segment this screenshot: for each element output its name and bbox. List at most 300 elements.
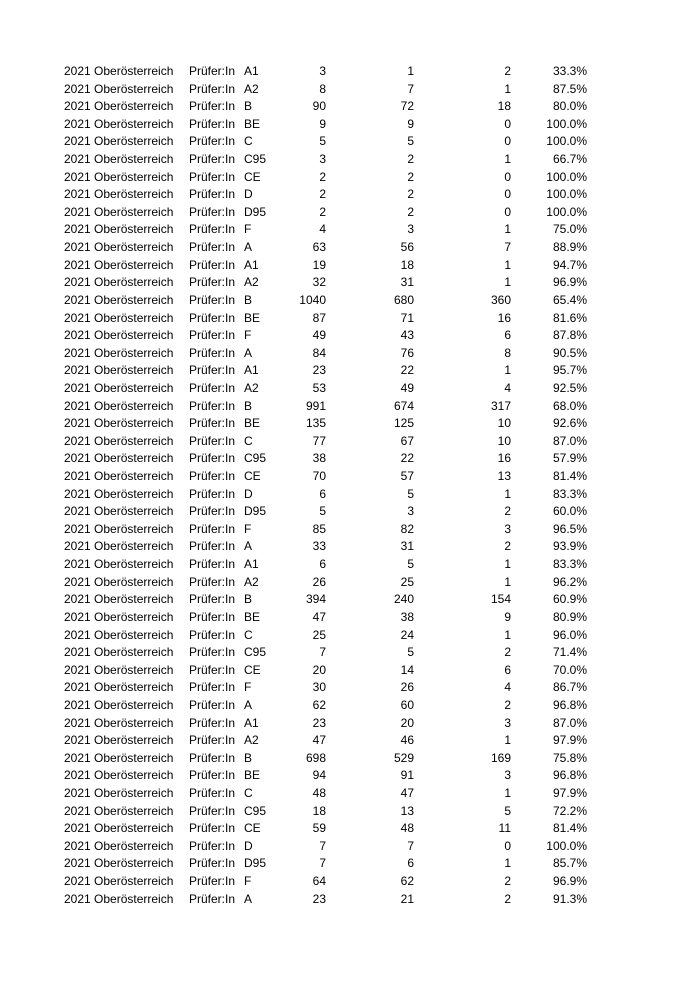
cell-passed-count: 20 — [400, 715, 414, 730]
cell-pass-rate: 96.2% — [552, 574, 587, 589]
cell-examiner-role: Prüfer:In — [189, 609, 236, 624]
cell-examiner-role: Prüfer:In — [189, 521, 236, 536]
cell-failed-count: 360 — [490, 292, 511, 307]
cell-total-count: 9 — [319, 116, 326, 131]
cell-pass-rate: 100.0% — [546, 134, 587, 149]
cell-total-count: 135 — [305, 416, 326, 431]
cell-pass-rate: 91.3% — [552, 891, 587, 906]
cell-year-region: 2021 Oberösterreich — [64, 328, 174, 343]
cell-failed-count: 0 — [504, 187, 511, 202]
cell-year-region: 2021 Oberösterreich — [64, 785, 174, 800]
cell-year-region: 2021 Oberösterreich — [64, 609, 174, 624]
table-row — [64, 257, 644, 275]
cell-license-class: A2 — [244, 275, 259, 290]
cell-pass-rate: 86.7% — [552, 680, 587, 695]
cell-license-class: A2 — [244, 380, 259, 395]
table-row — [64, 486, 644, 504]
cell-license-class: C95 — [244, 152, 267, 167]
cell-examiner-role: Prüfer:In — [189, 99, 236, 114]
cell-pass-rate: 96.0% — [552, 627, 587, 642]
cell-failed-count: 13 — [497, 469, 511, 484]
cell-total-count: 38 — [312, 451, 326, 466]
cell-examiner-role: Prüfer:In — [189, 733, 236, 748]
cell-pass-rate: 96.8% — [552, 768, 587, 783]
cell-pass-rate: 83.3% — [552, 486, 587, 501]
cell-failed-count: 3 — [504, 715, 511, 730]
cell-total-count: 2 — [319, 187, 326, 202]
cell-license-class: F — [244, 680, 252, 695]
cell-passed-count: 57 — [400, 469, 414, 484]
cell-year-region: 2021 Oberösterreich — [64, 204, 174, 219]
cell-year-region: 2021 Oberösterreich — [64, 539, 174, 554]
cell-pass-rate: 97.9% — [552, 785, 587, 800]
cell-license-class: A2 — [244, 733, 259, 748]
cell-examiner-role: Prüfer:In — [189, 697, 236, 712]
cell-examiner-role: Prüfer:In — [189, 64, 236, 78]
cell-passed-count: 43 — [400, 328, 414, 343]
cell-examiner-role: Prüfer:In — [189, 416, 236, 431]
table-row — [64, 538, 644, 556]
cell-passed-count: 49 — [400, 380, 414, 395]
table-row — [64, 591, 644, 609]
cell-pass-rate: 87.8% — [552, 328, 587, 343]
cell-license-class: BE — [244, 768, 261, 783]
cell-passed-count: 71 — [400, 310, 414, 325]
cell-year-region: 2021 Oberösterreich — [64, 574, 174, 589]
cell-license-class: A1 — [244, 557, 259, 572]
table-row — [64, 345, 644, 363]
table-row — [64, 169, 644, 187]
cell-pass-rate: 68.0% — [552, 398, 587, 413]
cell-failed-count: 4 — [504, 680, 511, 695]
cell-total-count: 87 — [312, 310, 326, 325]
cell-examiner-role: Prüfer:In — [189, 768, 236, 783]
cell-year-region: 2021 Oberösterreich — [64, 469, 174, 484]
cell-total-count: 33 — [312, 539, 326, 554]
cell-passed-count: 76 — [400, 345, 414, 360]
cell-license-class: F — [244, 874, 252, 889]
cell-failed-count: 2 — [504, 874, 511, 889]
cell-examiner-role: Prüfer:In — [189, 451, 236, 466]
cell-passed-count: 91 — [400, 768, 414, 783]
cell-pass-rate: 92.5% — [552, 380, 587, 395]
table-row — [64, 521, 644, 539]
cell-year-region: 2021 Oberösterreich — [64, 697, 174, 712]
cell-failed-count: 3 — [504, 521, 511, 536]
table-row — [64, 644, 644, 662]
cell-passed-count: 9 — [407, 116, 414, 131]
cell-pass-rate: 100.0% — [546, 204, 587, 219]
cell-passed-count: 240 — [393, 592, 414, 607]
cell-examiner-role: Prüfer:In — [189, 486, 236, 501]
cell-total-count: 698 — [305, 750, 326, 765]
cell-total-count: 84 — [312, 345, 326, 360]
cell-pass-rate: 60.9% — [552, 592, 587, 607]
cell-examiner-role: Prüfer:In — [189, 328, 236, 343]
cell-license-class: BE — [244, 609, 261, 624]
table-row — [64, 274, 644, 292]
table-row — [64, 81, 644, 99]
cell-total-count: 19 — [312, 257, 326, 272]
cell-pass-rate: 88.9% — [552, 240, 587, 255]
cell-passed-count: 2 — [407, 204, 414, 219]
cell-year-region: 2021 Oberösterreich — [64, 557, 174, 572]
cell-total-count: 7 — [319, 838, 326, 853]
cell-examiner-role: Prüfer:In — [189, 891, 236, 906]
table-row — [64, 450, 644, 468]
cell-total-count: 1040 — [299, 292, 326, 307]
cell-examiner-role: Prüfer:In — [189, 821, 236, 836]
cell-license-class: B — [244, 99, 253, 114]
cell-license-class: C — [244, 785, 253, 800]
cell-passed-count: 56 — [400, 240, 414, 255]
table-row — [64, 327, 644, 345]
cell-examiner-role: Prüfer:In — [189, 257, 236, 272]
cell-passed-count: 125 — [393, 416, 414, 431]
cell-passed-count: 31 — [400, 539, 414, 554]
cell-pass-rate: 92.6% — [552, 416, 587, 431]
cell-passed-count: 72 — [400, 99, 414, 114]
cell-year-region: 2021 Oberösterreich — [64, 99, 174, 114]
cell-year-region: 2021 Oberösterreich — [64, 64, 174, 78]
table-row — [64, 116, 644, 134]
cell-license-class: D — [244, 486, 253, 501]
cell-examiner-role: Prüfer:In — [189, 856, 236, 871]
table-row — [64, 398, 644, 416]
cell-examiner-role: Prüfer:In — [189, 557, 236, 572]
cell-passed-count: 3 — [407, 504, 414, 519]
cell-year-region: 2021 Oberösterreich — [64, 292, 174, 307]
cell-examiner-role: Prüfer:In — [189, 785, 236, 800]
cell-examiner-role: Prüfer:In — [189, 345, 236, 360]
cell-total-count: 90 — [312, 99, 326, 114]
cell-pass-rate: 81.6% — [552, 310, 587, 325]
cell-failed-count: 2 — [504, 697, 511, 712]
cell-passed-count: 674 — [393, 398, 414, 413]
cell-license-class: C — [244, 627, 253, 642]
cell-failed-count: 1 — [504, 733, 511, 748]
cell-year-region: 2021 Oberösterreich — [64, 627, 174, 642]
cell-failed-count: 1 — [504, 275, 511, 290]
cell-passed-count: 38 — [400, 609, 414, 624]
cell-pass-rate: 96.5% — [552, 521, 587, 536]
cell-total-count: 48 — [312, 785, 326, 800]
cell-total-count: 25 — [312, 627, 326, 642]
cell-total-count: 64 — [312, 874, 326, 889]
cell-examiner-role: Prüfer:In — [189, 433, 236, 448]
cell-total-count: 4 — [319, 222, 326, 237]
cell-pass-rate: 81.4% — [552, 821, 587, 836]
cell-year-region: 2021 Oberösterreich — [64, 152, 174, 167]
cell-pass-rate: 83.3% — [552, 557, 587, 572]
cell-license-class: A1 — [244, 64, 259, 78]
cell-failed-count: 16 — [497, 451, 511, 466]
cell-total-count: 20 — [312, 662, 326, 677]
table-row — [64, 151, 644, 169]
cell-year-region: 2021 Oberösterreich — [64, 680, 174, 695]
cell-passed-count: 46 — [400, 733, 414, 748]
table-row — [64, 380, 644, 398]
cell-passed-count: 21 — [400, 891, 414, 906]
cell-examiner-role: Prüfer:In — [189, 292, 236, 307]
cell-pass-rate: 93.9% — [552, 539, 587, 554]
cell-passed-count: 7 — [407, 81, 414, 96]
cell-failed-count: 9 — [504, 609, 511, 624]
cell-total-count: 991 — [305, 398, 326, 413]
cell-passed-count: 1 — [407, 64, 414, 78]
cell-failed-count: 1 — [504, 557, 511, 572]
cell-year-region: 2021 Oberösterreich — [64, 821, 174, 836]
cell-year-region: 2021 Oberösterreich — [64, 275, 174, 290]
cell-passed-count: 48 — [400, 821, 414, 836]
cell-failed-count: 0 — [504, 134, 511, 149]
table-row — [64, 820, 644, 838]
cell-total-count: 23 — [312, 715, 326, 730]
cell-examiner-role: Prüfer:In — [189, 275, 236, 290]
cell-total-count: 2 — [319, 169, 326, 184]
cell-total-count: 2 — [319, 204, 326, 219]
cell-year-region: 2021 Oberösterreich — [64, 838, 174, 853]
cell-year-region: 2021 Oberösterreich — [64, 451, 174, 466]
cell-pass-rate: 81.4% — [552, 469, 587, 484]
cell-failed-count: 169 — [490, 750, 511, 765]
cell-pass-rate: 100.0% — [546, 838, 587, 853]
cell-passed-count: 13 — [400, 803, 414, 818]
cell-passed-count: 22 — [400, 451, 414, 466]
cell-license-class: B — [244, 592, 253, 607]
table-row — [64, 785, 644, 803]
cell-license-class: A1 — [244, 715, 259, 730]
cell-pass-rate: 100.0% — [546, 116, 587, 131]
cell-total-count: 59 — [312, 821, 326, 836]
table-row — [64, 239, 644, 257]
table-row — [64, 609, 644, 627]
cell-examiner-role: Prüfer:In — [189, 539, 236, 554]
cell-examiner-role: Prüfer:In — [189, 627, 236, 642]
cell-passed-count: 47 — [400, 785, 414, 800]
cell-license-class: D95 — [244, 856, 267, 871]
table-row — [64, 186, 644, 204]
cell-passed-count: 82 — [400, 521, 414, 536]
cell-pass-rate: 96.8% — [552, 697, 587, 712]
cell-license-class: F — [244, 328, 252, 343]
cell-failed-count: 10 — [497, 416, 511, 431]
cell-passed-count: 2 — [407, 152, 414, 167]
cell-failed-count: 6 — [504, 328, 511, 343]
cell-examiner-role: Prüfer:In — [189, 874, 236, 889]
cell-passed-count: 5 — [407, 486, 414, 501]
cell-total-count: 85 — [312, 521, 326, 536]
cell-failed-count: 1 — [504, 627, 511, 642]
cell-total-count: 394 — [305, 592, 326, 607]
cell-examiner-role: Prüfer:In — [189, 662, 236, 677]
cell-year-region: 2021 Oberösterreich — [64, 416, 174, 431]
cell-license-class: BE — [244, 416, 261, 431]
cell-license-class: D95 — [244, 504, 267, 519]
cell-pass-rate: 85.7% — [552, 856, 587, 871]
table-row — [64, 627, 644, 645]
cell-pass-rate: 33.3% — [552, 64, 587, 78]
table-row — [64, 662, 644, 680]
table-row — [64, 838, 644, 856]
cell-total-count: 5 — [319, 504, 326, 519]
cell-total-count: 77 — [312, 433, 326, 448]
cell-pass-rate: 65.4% — [552, 292, 587, 307]
cell-passed-count: 2 — [407, 187, 414, 202]
table-row — [64, 873, 644, 891]
cell-failed-count: 2 — [504, 891, 511, 906]
table-row — [64, 292, 644, 310]
cell-year-region: 2021 Oberösterreich — [64, 310, 174, 325]
cell-total-count: 94 — [312, 768, 326, 783]
cell-failed-count: 2 — [504, 645, 511, 660]
cell-failed-count: 5 — [504, 803, 511, 818]
cell-failed-count: 4 — [504, 380, 511, 395]
table-row — [64, 503, 644, 521]
table-row — [64, 679, 644, 697]
cell-pass-rate: 96.9% — [552, 275, 587, 290]
cell-total-count: 23 — [312, 891, 326, 906]
cell-year-region: 2021 Oberösterreich — [64, 750, 174, 765]
cell-failed-count: 16 — [497, 310, 511, 325]
cell-total-count: 3 — [319, 64, 326, 78]
cell-total-count: 5 — [319, 134, 326, 149]
cell-pass-rate: 75.8% — [552, 750, 587, 765]
cell-license-class: C95 — [244, 803, 267, 818]
cell-year-region: 2021 Oberösterreich — [64, 733, 174, 748]
cell-pass-rate: 70.0% — [552, 662, 587, 677]
cell-passed-count: 5 — [407, 134, 414, 149]
cell-total-count: 26 — [312, 574, 326, 589]
cell-license-class: A — [244, 345, 253, 360]
cell-total-count: 53 — [312, 380, 326, 395]
cell-total-count: 3 — [319, 152, 326, 167]
cell-examiner-role: Prüfer:In — [189, 380, 236, 395]
cell-pass-rate: 57.9% — [552, 451, 587, 466]
cell-year-region: 2021 Oberösterreich — [64, 504, 174, 519]
cell-license-class: D95 — [244, 204, 267, 219]
table-row — [64, 133, 644, 151]
cell-license-class: F — [244, 222, 252, 237]
table-row — [64, 803, 644, 821]
cell-examiner-role: Prüfer:In — [189, 645, 236, 660]
cell-passed-count: 24 — [400, 627, 414, 642]
cell-passed-count: 18 — [400, 257, 414, 272]
cell-examiner-role: Prüfer:In — [189, 838, 236, 853]
cell-failed-count: 11 — [498, 821, 511, 836]
cell-pass-rate: 87.0% — [552, 715, 587, 730]
cell-pass-rate: 87.5% — [552, 81, 587, 96]
cell-examiner-role: Prüfer:In — [189, 803, 236, 818]
table-row — [64, 433, 644, 451]
cell-year-region: 2021 Oberösterreich — [64, 363, 174, 378]
cell-passed-count: 67 — [400, 433, 414, 448]
cell-total-count: 70 — [312, 469, 326, 484]
cell-failed-count: 1 — [504, 152, 511, 167]
cell-total-count: 30 — [312, 680, 326, 695]
cell-examiner-role: Prüfer:In — [189, 81, 236, 96]
cell-examiner-role: Prüfer:In — [189, 469, 236, 484]
cell-year-region: 2021 Oberösterreich — [64, 398, 174, 413]
cell-pass-rate: 66.7% — [552, 152, 587, 167]
cell-examiner-role: Prüfer:In — [189, 398, 236, 413]
cell-pass-rate: 97.9% — [552, 733, 587, 748]
cell-passed-count: 2 — [407, 169, 414, 184]
cell-license-class: C — [244, 433, 253, 448]
cell-total-count: 62 — [312, 697, 326, 712]
table-row — [64, 98, 644, 116]
cell-year-region: 2021 Oberösterreich — [64, 715, 174, 730]
cell-total-count: 47 — [312, 609, 326, 624]
cell-license-class: B — [244, 292, 253, 307]
cell-total-count: 23 — [312, 363, 326, 378]
cell-year-region: 2021 Oberösterreich — [64, 486, 174, 501]
cell-failed-count: 317 — [490, 398, 511, 413]
cell-passed-count: 60 — [400, 697, 414, 712]
cell-failed-count: 0 — [504, 204, 511, 219]
table-row — [64, 750, 644, 768]
cell-license-class: B — [244, 398, 253, 413]
table-row — [64, 556, 644, 574]
cell-failed-count: 1 — [504, 574, 511, 589]
cell-pass-rate: 72.2% — [552, 803, 587, 818]
cell-pass-rate: 100.0% — [546, 169, 587, 184]
table-row — [64, 221, 644, 239]
cell-failed-count: 1 — [504, 785, 511, 800]
cell-failed-count: 2 — [504, 64, 511, 78]
cell-license-class: A2 — [244, 574, 259, 589]
table-row — [64, 732, 644, 750]
cell-license-class: A2 — [244, 81, 259, 96]
cell-license-class: A — [244, 240, 253, 255]
cell-year-region: 2021 Oberösterreich — [64, 662, 174, 677]
cell-year-region: 2021 Oberösterreich — [64, 240, 174, 255]
cell-passed-count: 31 — [400, 275, 414, 290]
cell-failed-count: 2 — [504, 539, 511, 554]
table-row — [64, 362, 644, 380]
cell-license-class: CE — [244, 821, 261, 836]
cell-year-region: 2021 Oberösterreich — [64, 645, 174, 660]
cell-passed-count: 14 — [400, 662, 414, 677]
cell-total-count: 18 — [312, 803, 326, 818]
cell-passed-count: 7 — [407, 838, 414, 853]
cell-examiner-role: Prüfer:In — [189, 222, 236, 237]
cell-year-region: 2021 Oberösterreich — [64, 380, 174, 395]
cell-examiner-role: Prüfer:In — [189, 310, 236, 325]
cell-passed-count: 529 — [393, 750, 414, 765]
cell-total-count: 49 — [312, 328, 326, 343]
cell-year-region: 2021 Oberösterreich — [64, 768, 174, 783]
cell-examiner-role: Prüfer:In — [189, 592, 236, 607]
cell-year-region: 2021 Oberösterreich — [64, 169, 174, 184]
cell-license-class: F — [244, 521, 252, 536]
cell-total-count: 7 — [319, 645, 326, 660]
cell-examiner-role: Prüfer:In — [189, 750, 236, 765]
cell-failed-count: 1 — [504, 856, 511, 871]
cell-license-class: BE — [244, 116, 261, 131]
cell-year-region: 2021 Oberösterreich — [64, 874, 174, 889]
table-row — [64, 468, 644, 486]
table-row — [64, 697, 644, 715]
cell-examiner-role: Prüfer:In — [189, 504, 236, 519]
cell-total-count: 63 — [312, 240, 326, 255]
cell-year-region: 2021 Oberösterreich — [64, 222, 174, 237]
cell-total-count: 32 — [312, 275, 326, 290]
cell-license-class: CE — [244, 662, 261, 677]
cell-passed-count: 680 — [393, 292, 414, 307]
cell-failed-count: 1 — [504, 81, 511, 96]
cell-year-region: 2021 Oberösterreich — [64, 803, 174, 818]
